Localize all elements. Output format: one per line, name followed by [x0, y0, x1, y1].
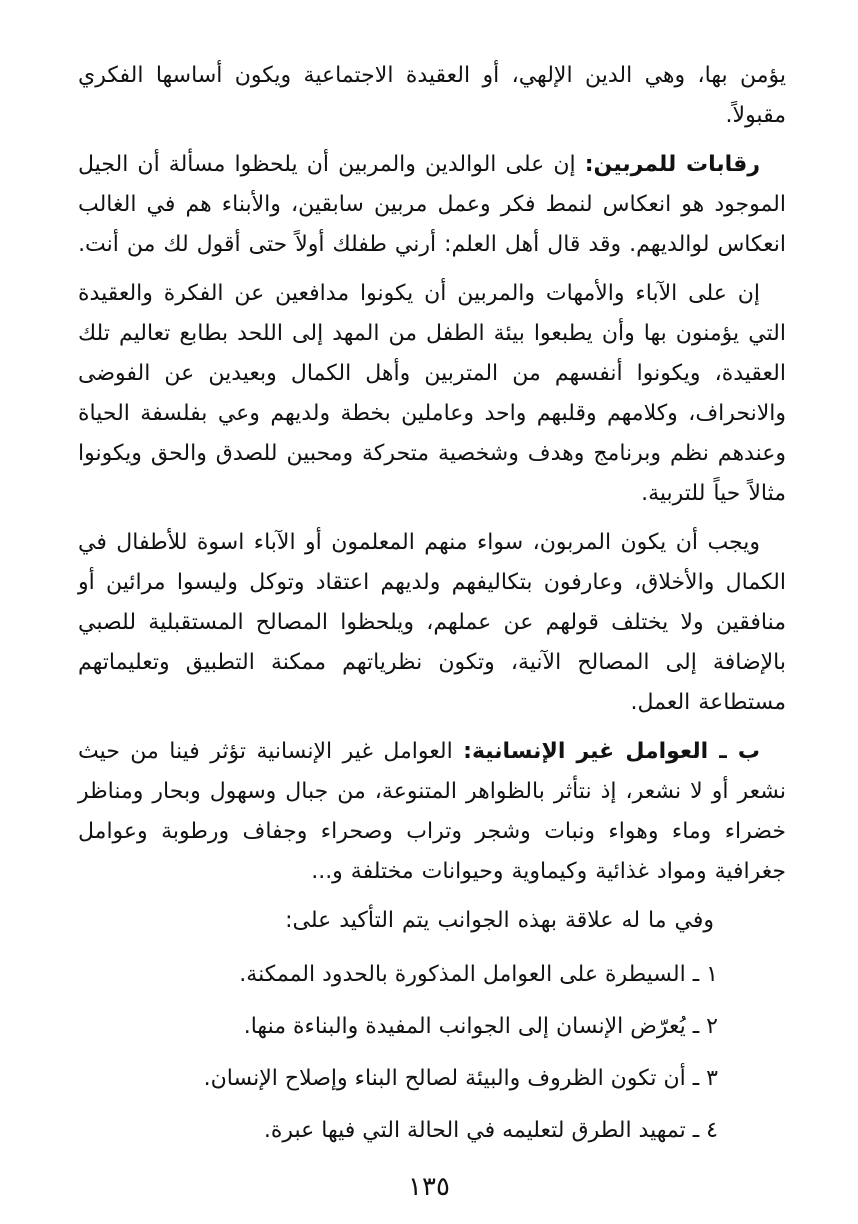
- page-text-block: [78, 56, 786, 1151]
- page-number: ١٣٥: [408, 1172, 450, 1202]
- paragraph-lead-bold: ب ـ العوامل غير الإنسانية:: [463, 739, 761, 764]
- numbered-list: [78, 955, 786, 1151]
- paragraph-educators-role-model: ويجب أن يكون المربون، سواء منهم المعلمون أو الآباء اسوة للأطفال في الكمال والأخلاق، وعارفون بتكاليفهم ولديهم اعتقاد وتوكل وليسوا مرائين أو منافقين ولا يختلف قولهم عن عملهم، ويلحظوا المصالح المستقبلية للصبي بالإضافة إلى المصالح الآنية، وتكون نظرياتهم ممكنة التطبيق وتعليماتهم مستطاعة العمل.: [78, 530, 786, 715]
- paragraph-educators-watchfulness: [78, 145, 786, 265]
- paragraph-list-intro: وفي ما له علاقة بهذه الجوانب يتم التأكيد على:: [285, 908, 714, 933]
- paragraph-body: العوامل غير الإنسانية تؤثر فينا من حيث نشعر أو لا نشعر، إذ نتأثر بالظواهر المتنوعة، من جبال وسهول وبحار ومناظر خضراء وماء وهواء ونبات وشجر وتراب وصحراء وجفاف ورطوبة وعوامل جغرافية ومواد غذائية وكيماوية وحيوانات مختلفة و...: [78, 739, 786, 884]
- paragraph-continuation: يؤمن بها، وهي الدين الإلهي، أو العقيدة الاجتماعية ويكون أساسها الفكري مقبولاً.: [78, 63, 786, 128]
- paragraph-parents-defenders: إن على الآباء والأمهات والمربين أن يكونوا مدافعين عن الفكرة والعقيدة التي يؤمنون بها وأن يطبعوا بيئة الطفل من المهد إلى اللحد بطابع تعاليم تلك العقيدة، ويكونوا أنفسهم من المتربين وأهل الكمال وبعيدين عن الفوضى والانحراف، وكلامهم وقلبهم واحد وعاملين بخطة ولديهم وعي بفلسفة الحياة وعندهم نظم وبرنامج وهدف وشخصية متحركة ومحبين للصدق والحق ويكونوا مثالاً حياً للتربية.: [78, 281, 786, 506]
- paragraph-body: إن على الوالدين والمربين أن يلحظوا مسألة أن الجيل الموجود هو انعكاس لنمط فكر وعمل مربين سابقين، والأبناء هم في الغالب انعكاس لوالديهم. وقد قال أهل العلم: أرني طفلك أولاً حتى أقول لك من أنت.: [78, 152, 786, 257]
- list-item: ١ ـ السيطرة على العوامل المذكورة بالحدود الممكنة.: [239, 962, 718, 987]
- paragraph-lead-bold: رقابات للمربين:: [584, 152, 760, 177]
- list-item: ٢ ـ يُعرّض الإنسان إلى الجوانب المفيدة والبناءة منها.: [243, 1014, 718, 1039]
- list-item: ٣ ـ أن تكون الظروف والبيئة لصالح البناء وإصلاح الإنسان.: [203, 1066, 718, 1091]
- paragraph-non-human-factors: [78, 732, 786, 892]
- list-item: ٤ ـ تمهيد الطرق لتعليمه في الحالة التي فيها عبرة.: [263, 1118, 718, 1143]
